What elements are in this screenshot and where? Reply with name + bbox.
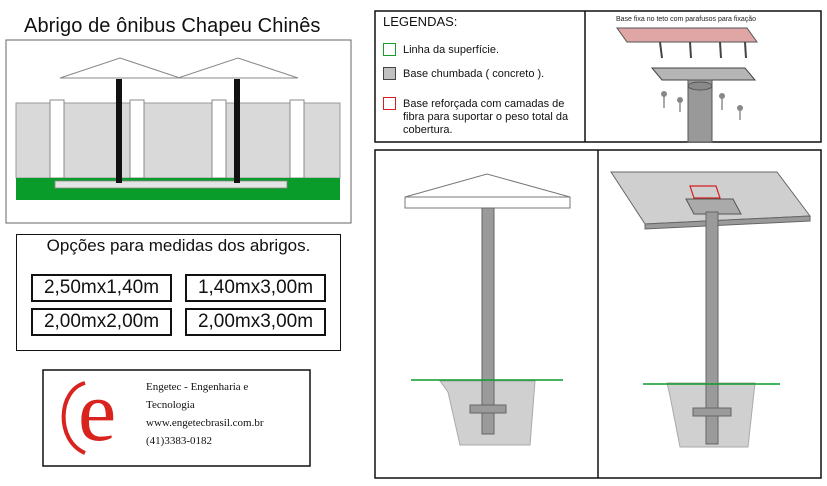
company-name: Engetec - Engenharia e bbox=[146, 381, 249, 393]
legend-title: LEGENDAS: bbox=[383, 14, 458, 29]
size-option: 2,00mx3,00m bbox=[185, 308, 326, 336]
company-name-2: Tecnologia bbox=[146, 399, 195, 411]
pillar bbox=[212, 100, 226, 178]
company-phone: (41)3383-0182 bbox=[146, 435, 212, 447]
logo-letter: e bbox=[78, 363, 117, 459]
size-option: 2,00mx2,00m bbox=[31, 308, 172, 336]
company-website: www.engetecbrasil.com.br bbox=[146, 417, 264, 429]
green-line-swatch bbox=[383, 43, 396, 56]
pole-right bbox=[234, 79, 240, 183]
size-option: 1,40mx3,00m bbox=[185, 274, 326, 302]
sidewalk-base bbox=[55, 181, 287, 188]
pillar bbox=[50, 100, 64, 178]
reinforced-base-swatch bbox=[383, 97, 396, 110]
legend-item: Linha da superfície. bbox=[403, 44, 500, 56]
legend-item: Base chumbada ( concreto ). bbox=[403, 68, 545, 80]
size-option: 2,50mx1,40m bbox=[31, 274, 172, 302]
pillar bbox=[290, 100, 304, 178]
concrete-swatch bbox=[383, 67, 396, 80]
options-heading: Opções para medidas dos abrigos. bbox=[46, 236, 311, 255]
legend-item: Base reforçada com camadas de fibra para suportar o peso total da cobertura. bbox=[403, 98, 569, 136]
pillar bbox=[130, 100, 144, 178]
detail-caption: Base fixa no teto com parafusos para fixação bbox=[616, 16, 757, 23]
page-title: Abrigo de ônibus Chapeu Chinês bbox=[24, 15, 321, 37]
pole-left bbox=[116, 79, 122, 183]
